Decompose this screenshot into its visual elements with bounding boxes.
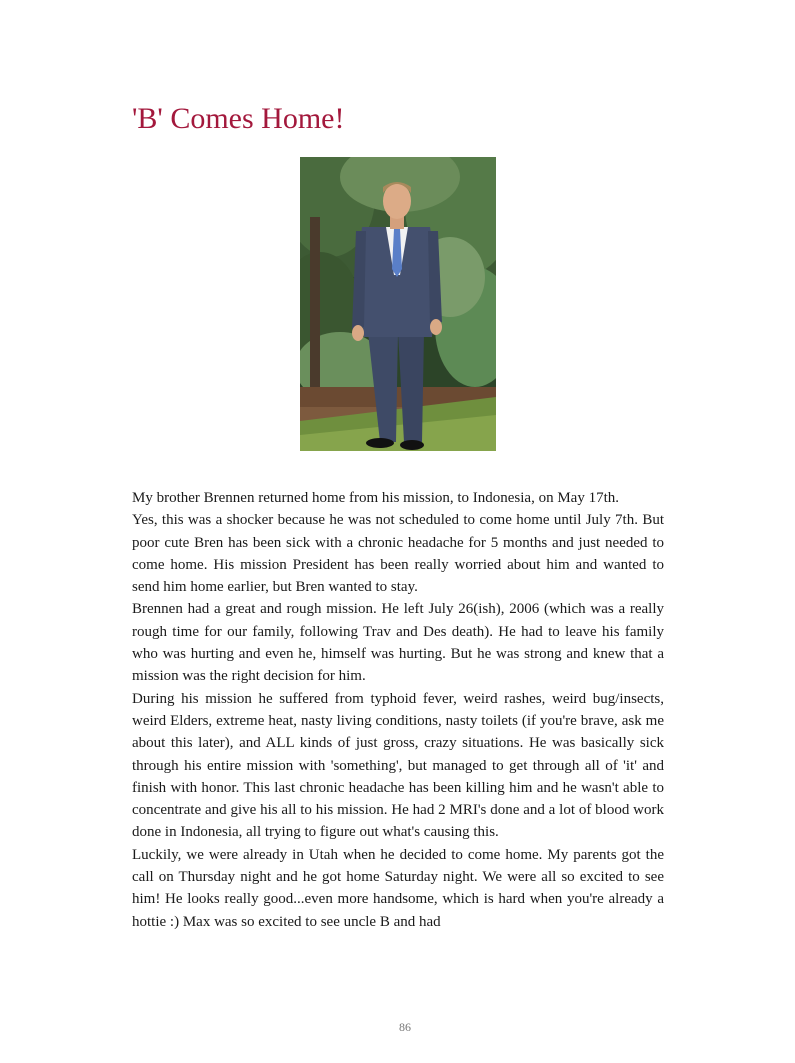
paragraph: My brother Brennen returned home from his mission, to Indonesia, on May 17th. bbox=[132, 490, 620, 506]
page-title: 'B' Comes Home! bbox=[132, 102, 345, 135]
paragraph: During his mission he suffered from typhoid fever, weird rashes, weird bug/insects, weird Elders, extreme heat, nasty living conditions, nasty toilets (if you're brave, ask me about this later), and ALL kinds of just gross, crazy situations. He was basically sick through his entire mission with 'something', but managed to get through all of 'it' and finish with honor. This last chronic headache has been killing him and he wasn't able to concentrate and give his all to his mission. He had 2 MRI's done and a lot of blood work done in Indonesia, all trying to figure out what's causing this. bbox=[132, 690, 664, 841]
post-body bbox=[132, 487, 664, 933]
paragraph: Luckily, we were already in Utah when he decided to come home. My parents got the call on Thursday night and he got home Saturday night. We were all so excited to see him! He looks really good...even more handsome, which is hard when you're already a hottie :) Max was so excited to see uncle B and had bbox=[132, 846, 664, 930]
paragraph: Brennen had a great and rough mission. He left July 26(ish), 2006 (which was a really rough time for our family, following Trav and Des death). He had to leave his family who was hurting and even he, himself was hurting. But he was strong and knew that a mission was the right decision for him. bbox=[132, 601, 664, 685]
paragraph: Yes, this was a shocker because he was not scheduled to come home until July 7th. But poor cute Bren has been sick with a chronic headache for 5 months and just needed to come home. His mission President has been really worried about him and wanted to send him home earlier, but Bren wanted to stay. bbox=[132, 512, 664, 596]
page-number: 86 bbox=[399, 1020, 411, 1034]
photo-man-in-suit bbox=[300, 157, 496, 451]
